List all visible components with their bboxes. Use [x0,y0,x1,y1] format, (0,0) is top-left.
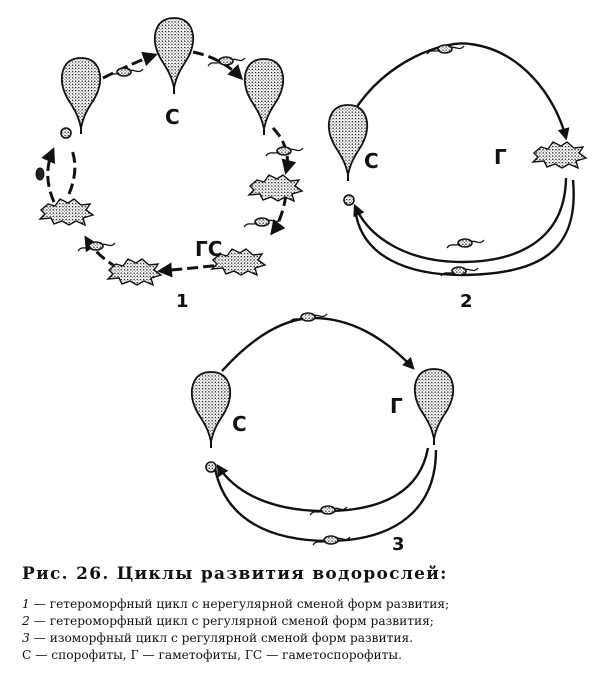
gametophyte-shape [533,142,586,168]
sporophyte-shape [155,18,193,94]
zoospore-shape [266,147,303,156]
caption-line [22,647,604,664]
caption-line-number: 3 [22,631,30,645]
gamete-shape [447,239,484,248]
sporophyte-shape [62,58,100,134]
zygote-shape [206,462,216,472]
zygote-shape [344,195,354,205]
gametophyte-shape [415,369,453,445]
caption-line-text: — гетероморфный цикл с регулярной сменой форм развития; [29,614,434,628]
caption-line [22,596,604,613]
caption-title: Рис. 26. Циклы развития водорослей: [22,564,448,584]
cycle-2-gametophyte-label: Г [494,145,507,169]
cycle-3-number: 3 [392,534,405,555]
caption-line-text: — изоморфный цикл с регулярной сменой форм развития. [29,631,414,645]
zygote-shape [36,168,44,180]
zygote-shape [61,128,71,138]
cycle-2-sporophyte-label: С [364,149,379,173]
zoospore-shape [78,242,115,251]
caption-line-number: 2 [22,614,30,628]
cycle-2-number: 2 [460,291,473,312]
cycle-1-sporophyte-label: С [165,105,180,129]
cycle-1 [36,18,303,312]
gametosporophyte-shape [40,199,93,225]
gametosporophyte-shape [249,175,302,201]
sporophyte-shape [329,105,367,181]
caption-line-text: С — спорофиты, Г — гаметофиты, ГС — гаметоспорофиты. [22,648,402,662]
cycle-3-sporophyte-label: С [232,412,247,436]
sporophyte-shape [192,372,230,448]
caption-line [22,613,604,630]
caption-line [22,630,604,647]
cycle-1-gametosporophyte-label: ГС [195,237,223,261]
caption-line-number: 1 [22,597,30,611]
cycle-3 [192,313,453,555]
gametosporophyte-shape [108,259,161,285]
caption-legend [22,596,604,664]
sporophyte-shape [245,59,283,135]
caption-line-text: — гетероморфный цикл с нерегулярной сменой форм развития; [29,597,450,611]
cycle-2 [329,44,586,312]
cycle-1-number: 1 [176,291,189,312]
figure-caption [14,564,604,664]
cycle-3-gametophyte-label: Г [390,394,403,418]
